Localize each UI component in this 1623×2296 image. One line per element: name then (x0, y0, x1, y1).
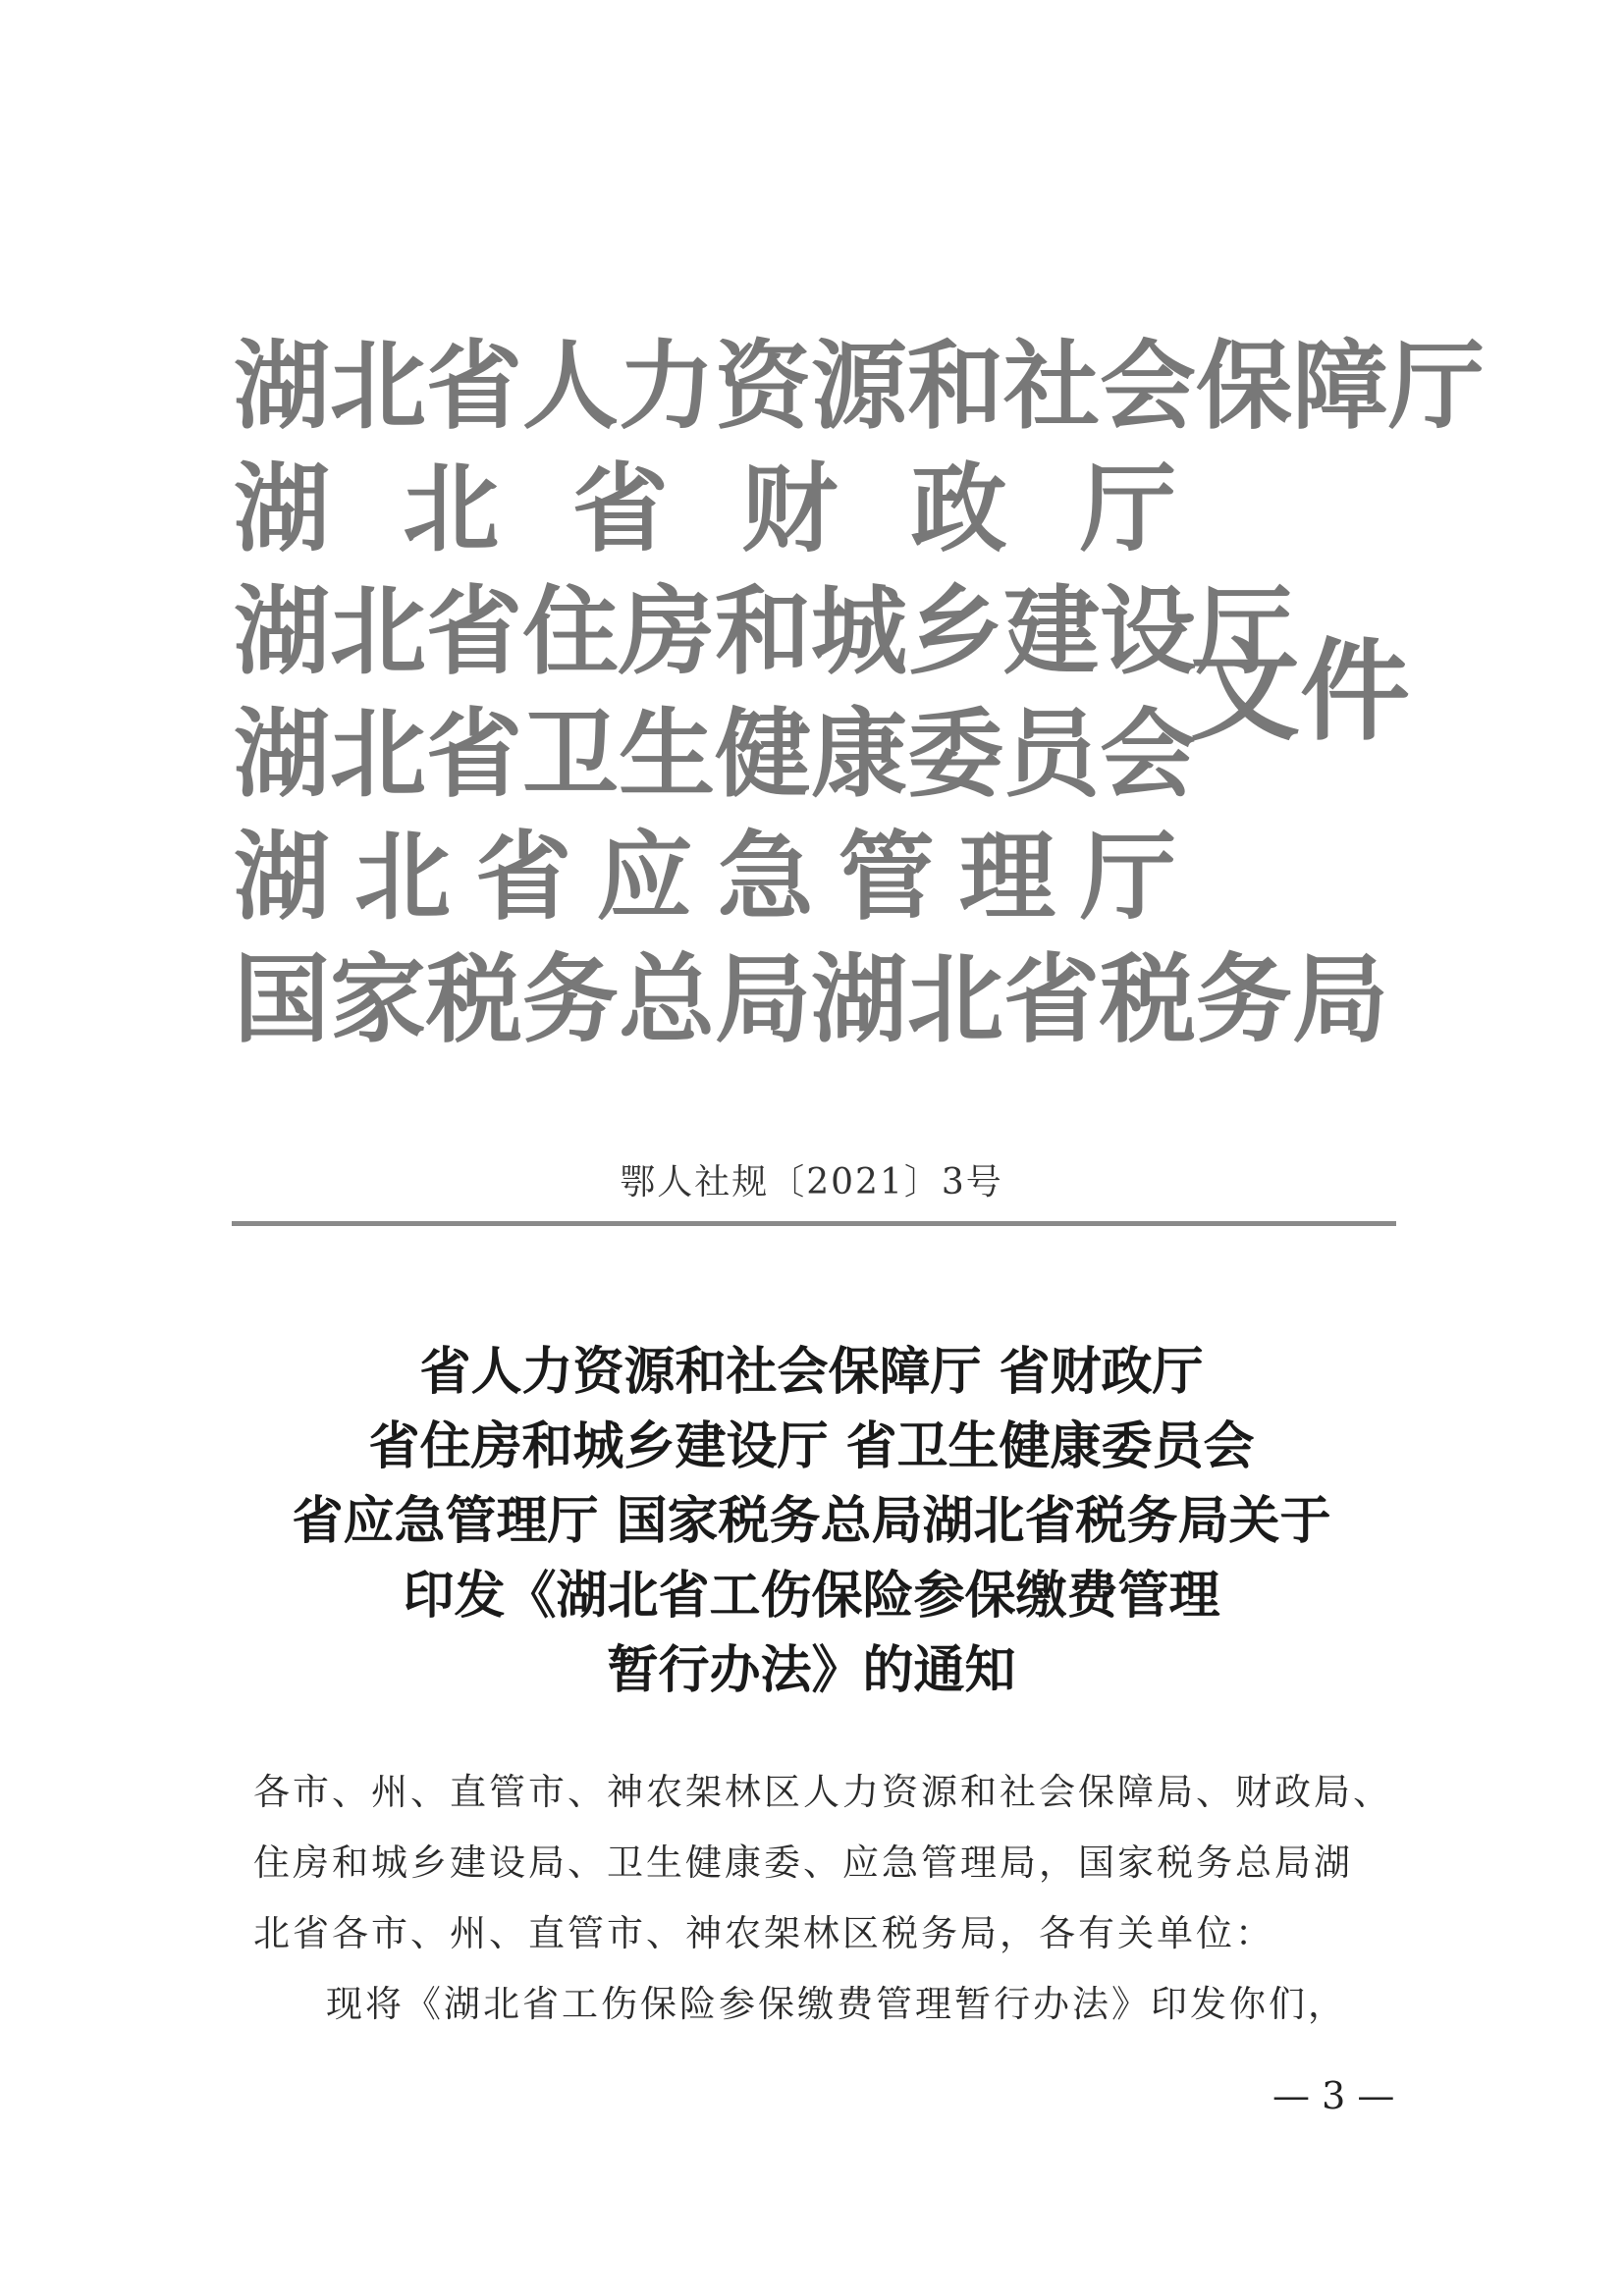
agency-char: 员 (1003, 699, 1101, 811)
agency-emergency-management (234, 815, 1176, 940)
agency-char: 政 (910, 454, 1007, 565)
agency-char: 湖 (234, 454, 331, 565)
agency-char: 厅 (1079, 454, 1176, 565)
agency-char: 省 (571, 454, 669, 565)
notice-title (0, 1335, 1623, 1708)
agency-char: 管 (838, 822, 935, 934)
title-line: 省住房和城乡建设厅 省卫生健康委员会 (368, 1416, 1255, 1476)
title-line: 暂行办法》的通知 (607, 1640, 1016, 1700)
agency-hr-social-security: 湖北省人力资源和社会保障厅 (234, 331, 1486, 443)
document-suffix: 文件 (1190, 628, 1410, 756)
header-divider (232, 1221, 1396, 1226)
agency-char: 应 (596, 822, 693, 934)
agency-health-commission (234, 692, 1197, 818)
agency-char: 会 (1100, 699, 1197, 811)
agency-char: 委 (907, 699, 1004, 811)
agency-char: 生 (619, 699, 716, 811)
agency-char: 厅 (1079, 822, 1176, 934)
title-line: 印发《湖北省工伤保险参保缴费管理 (403, 1566, 1220, 1626)
body-line: 北省各市、州、直管市、神农架林区税务局，各有关单位： (253, 1912, 1274, 1954)
agency-tax-bureau: 国家税务总局湖北省税务局 (234, 944, 1389, 1056)
agency-char: 湖 (234, 699, 331, 811)
agency-char: 急 (717, 822, 814, 934)
agency-housing-construction: 湖北省住房和城乡建设厅 (234, 576, 1293, 688)
title-line: 省人力资源和社会保障厅 省财政厅 (419, 1342, 1204, 1402)
agency-char: 财 (741, 454, 839, 565)
agency-char: 健 (715, 699, 812, 811)
document-number: 鄂人社规〔2021〕3号 (620, 1162, 1003, 1202)
agency-char: 湖 (234, 822, 331, 934)
agency-char: 北 (330, 699, 427, 811)
agency-char: 卫 (522, 699, 620, 811)
body-line: 住房和城乡建设局、卫生健康委、应急管理局，国家税务总局湖 (253, 1842, 1353, 1884)
agency-char: 理 (958, 822, 1055, 934)
body-line: 各市、州、直管市、神农架林区人力资源和社会保障局、财政局、 (253, 1771, 1392, 1813)
agency-char: 康 (811, 699, 908, 811)
body-line: 现将《湖北省工伤保险参保缴费管理暂行办法》印发你们， (326, 1983, 1347, 2025)
agency-char: 省 (475, 822, 572, 934)
agency-char: 省 (426, 699, 523, 811)
agency-char: 北 (403, 454, 500, 565)
page-number: — 3 — (1272, 2074, 1395, 2117)
agency-char: 北 (354, 822, 452, 934)
title-line: 省应急管理厅 国家税务总局湖北省税务局关于 (292, 1491, 1331, 1551)
notice-body (253, 1757, 1392, 2040)
agency-finance (234, 447, 1176, 572)
